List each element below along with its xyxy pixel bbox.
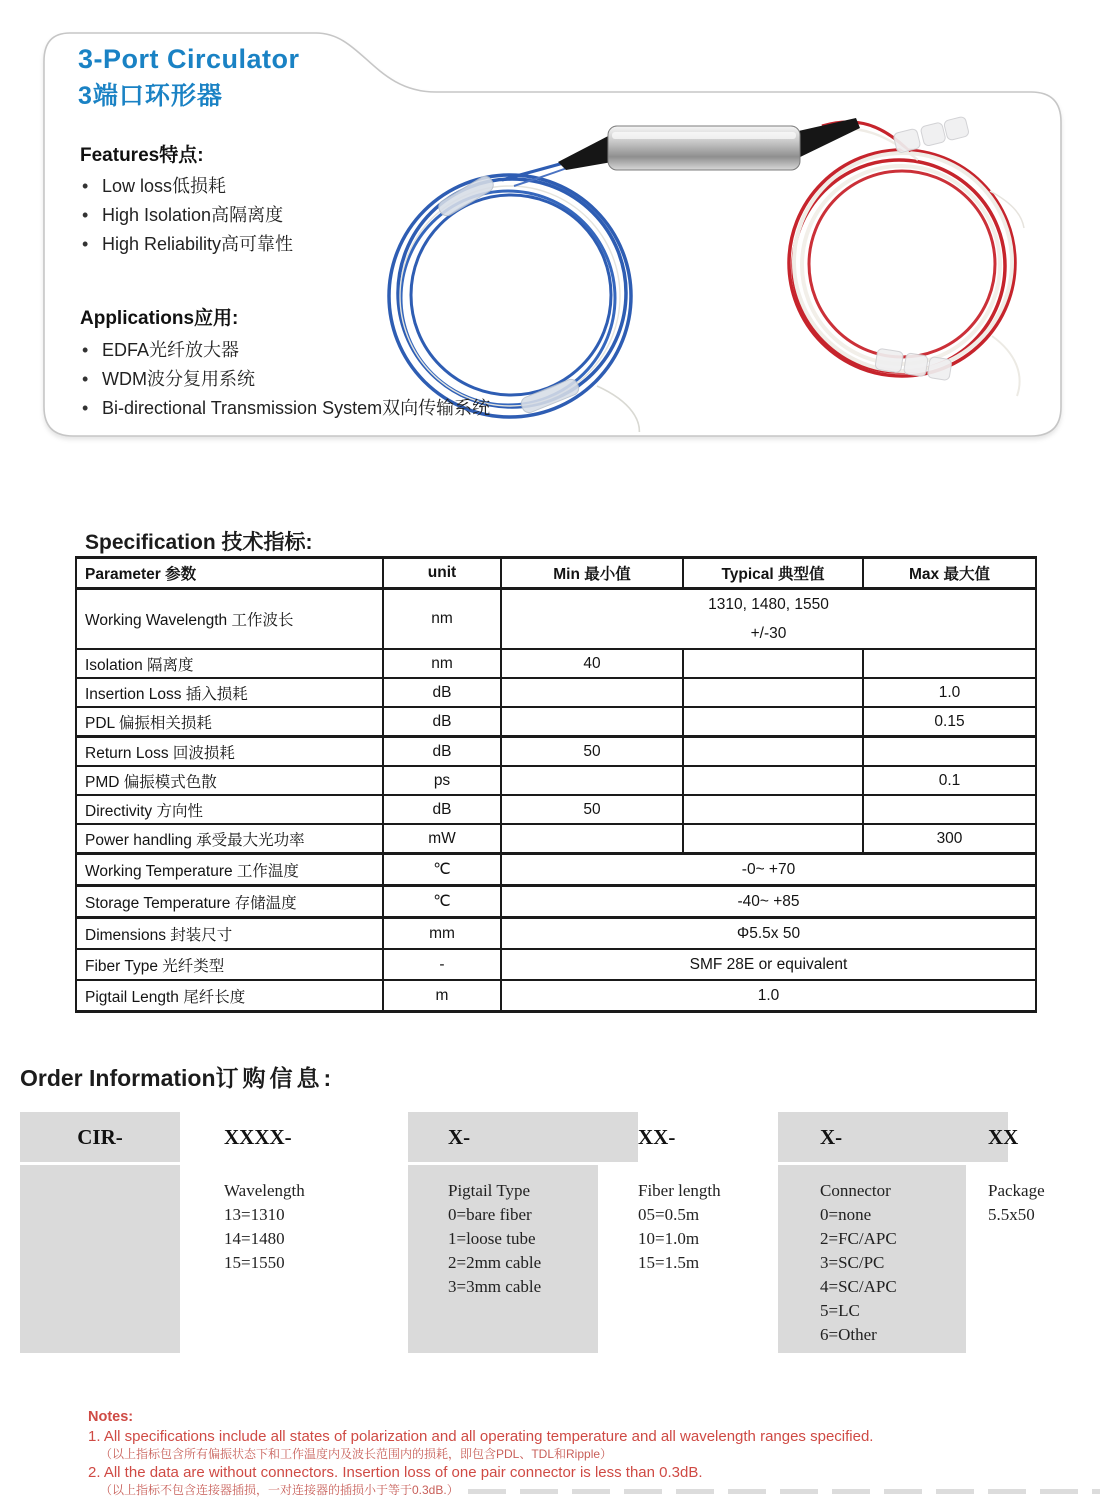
specification-heading — [85, 526, 313, 556]
spec-param: Storage Temperature 存储温度 — [76, 886, 383, 918]
spec-value-typical — [683, 737, 863, 767]
order-option-line: 5=LC — [820, 1301, 860, 1320]
order-option-line: 2=FC/APC — [820, 1229, 897, 1248]
order-option-line: 05=0.5m — [638, 1205, 700, 1224]
spec-value-typical — [683, 824, 863, 854]
order-table — [0, 1112, 1100, 1352]
order-option-line: 2=2mm cable — [448, 1253, 542, 1272]
spec-param: Insertion Loss 插入损耗 — [76, 678, 383, 707]
spec-value-max — [863, 737, 1036, 767]
spec-value-min — [501, 824, 683, 854]
order-option-line: 15=1550 — [224, 1253, 285, 1272]
spec-row — [76, 707, 1036, 737]
order-heading-en: Order Information — [20, 1065, 216, 1091]
order-heading — [20, 1060, 335, 1093]
spec-col-header: Parameter 参数 — [76, 558, 383, 589]
order-option-line: Pigtail Type — [448, 1181, 531, 1200]
spec-row — [76, 824, 1036, 854]
list-item: • WDM波分复用系统 — [80, 365, 490, 394]
spec-value-merged: 1.0 — [501, 980, 1036, 1012]
note-line: 1. All specifications include all states of polarization and all operating temperature and all wavelength ranges specified. — [88, 1428, 874, 1445]
note-line-cn: （以上指标不包含连接器插损，一对连接器的插损小于等于0.3dB.） — [100, 1483, 459, 1497]
spec-param: Isolation 隔离度 — [76, 649, 383, 678]
spec-col-header: unit — [383, 558, 501, 589]
spec-value-max: 1.0 — [863, 678, 1036, 707]
list-item: • High Isolation高隔离度 — [80, 201, 293, 230]
spec-value-typical — [683, 649, 863, 678]
spec-row — [76, 949, 1036, 980]
spec-table — [75, 556, 1037, 1013]
spec-value-merged: 1310, 1480, 1550 +/-30 — [501, 589, 1036, 650]
spec-row — [76, 649, 1036, 678]
spec-unit: ps — [383, 766, 501, 795]
order-option-line: Connector — [820, 1181, 891, 1200]
spec-value-min: 40 — [501, 649, 683, 678]
spec-value-merged: Φ5.5x 50 — [501, 918, 1036, 950]
specification-heading-en: Specification — [85, 531, 216, 554]
order-code-5: X- — [778, 1112, 1008, 1162]
order-options-5 — [778, 1165, 966, 1353]
spec-value-merged: SMF 28E or equivalent — [501, 949, 1036, 980]
order-option-line: Package — [988, 1181, 1045, 1200]
order-option-line: 3=3mm cable — [448, 1277, 542, 1296]
order-option-line: Wavelength — [224, 1181, 305, 1200]
spec-col-header: Min 最小值 — [501, 558, 683, 589]
applications-list — [80, 336, 490, 423]
order-code-3: X- — [408, 1112, 638, 1162]
order-code-6: XX — [988, 1125, 1019, 1149]
page-title-en: 3-Port Circulator — [78, 44, 300, 74]
order-option-line: 4=SC/APC — [820, 1277, 897, 1296]
order-options-4 — [600, 1165, 772, 1353]
spec-param: Directivity 方向性 — [76, 795, 383, 824]
list-item: • Bi-directional Transmission System双向传输系统 — [80, 394, 490, 423]
spec-unit: dB — [383, 737, 501, 767]
spec-unit: ℃ — [383, 854, 501, 886]
list-item: • High Reliability高可靠性 — [80, 230, 293, 259]
spec-param: Return Loss 回波损耗 — [76, 737, 383, 767]
spec-value-max: 0.1 — [863, 766, 1036, 795]
spec-value-typical — [683, 795, 863, 824]
spec-unit: mm — [383, 918, 501, 950]
note-line-cn: （以上指标包含所有偏振状态下和工作温度内及波长范围内的损耗，即包含PDL、TDL和Ripple） — [100, 1447, 613, 1461]
spec-value-merged: -40~ +85 — [501, 886, 1036, 918]
spec-unit: dB — [383, 678, 501, 707]
spec-value-typical — [683, 766, 863, 795]
order-option-line: 3=SC/PC — [820, 1253, 885, 1272]
spec-col-header: Typical 典型值 — [683, 558, 863, 589]
order-options-3 — [408, 1165, 598, 1353]
spec-col-header: Max 最大值 — [863, 558, 1036, 589]
order-code-1: CIR- — [20, 1112, 180, 1162]
order-option-line: 14=1480 — [224, 1229, 285, 1248]
order-option-line: 13=1310 — [224, 1205, 285, 1224]
spec-value-max: 0.15 — [863, 707, 1036, 737]
order-option-line: 0=none — [820, 1205, 872, 1224]
spec-unit: - — [383, 949, 501, 980]
spec-unit: nm — [383, 649, 501, 678]
spec-value-min: 50 — [501, 737, 683, 767]
features-list — [80, 172, 293, 259]
order-option-line: 10=1.0m — [638, 1229, 700, 1248]
spec-value-max — [863, 795, 1036, 824]
spec-value-min — [501, 678, 683, 707]
features-heading: Features特点: — [80, 145, 204, 166]
spec-value-min — [501, 766, 683, 795]
order-option-line: Fiber length — [638, 1181, 721, 1200]
order-option-line: 5.5x50 — [988, 1205, 1035, 1224]
page-title-cn: 3端口环形器 — [78, 82, 223, 110]
spec-value-max: 300 — [863, 824, 1036, 854]
spec-unit: dB — [383, 795, 501, 824]
spec-unit: ℃ — [383, 886, 501, 918]
spec-row — [76, 766, 1036, 795]
notes-block — [88, 1408, 1048, 1499]
left-boot — [558, 134, 612, 170]
order-options-2 — [186, 1165, 402, 1353]
list-item: • Low loss低损耗 — [80, 172, 293, 201]
spec-row — [76, 737, 1036, 767]
spec-param: Working Wavelength 工作波长 — [76, 589, 383, 650]
spec-unit: mW — [383, 824, 501, 854]
order-option-line: 1=loose tube — [448, 1229, 536, 1248]
spec-param: Fiber Type 光纤类型 — [76, 949, 383, 980]
order-code-4: XX- — [638, 1125, 676, 1149]
order-option-line: 6=Other — [820, 1325, 877, 1344]
spec-row — [76, 589, 1036, 650]
spec-param: Power handling 承受最大光功率 — [76, 824, 383, 854]
spec-row — [76, 854, 1036, 886]
spec-table-header — [76, 558, 1036, 589]
spec-unit: dB — [383, 707, 501, 737]
applications-heading: Applications应用: — [80, 308, 239, 329]
spec-table-body — [76, 589, 1036, 1012]
spec-param: Pigtail Length 尾纤长度 — [76, 980, 383, 1012]
spec-param: Working Temperature 工作温度 — [76, 854, 383, 886]
spec-value-max — [863, 649, 1036, 678]
spec-value-typical — [683, 707, 863, 737]
spec-unit: m — [383, 980, 501, 1012]
spec-row — [76, 980, 1036, 1012]
spec-value-min — [501, 707, 683, 737]
spec-param: PMD 偏振模式色散 — [76, 766, 383, 795]
order-code-2: XXXX- — [224, 1125, 292, 1149]
list-item: • EDFA光纤放大器 — [80, 336, 490, 365]
spec-row — [76, 678, 1036, 707]
spec-value-typical — [683, 678, 863, 707]
notes-heading: Notes: — [88, 1409, 134, 1425]
specification-heading-cn: 技术指标: — [221, 531, 313, 554]
order-options-6 — [968, 1165, 1085, 1353]
note-line: 2. All the data are without connectors. Insertion loss of one pair connector is less than 0.3dB. — [88, 1464, 703, 1481]
spec-value-min: 50 — [501, 795, 683, 824]
spec-row — [76, 886, 1036, 918]
order-option-line: 15=1.5m — [638, 1253, 700, 1272]
spec-unit: nm — [383, 589, 501, 650]
spec-row — [76, 918, 1036, 950]
page-bottom-scan-artifact — [468, 1489, 1100, 1494]
spec-param: Dimensions 封装尺寸 — [76, 918, 383, 950]
order-option-line: 0=bare fiber — [448, 1205, 532, 1224]
spec-param: PDL 偏振相关损耗 — [76, 707, 383, 737]
spec-value-merged: -0~ +70 — [501, 854, 1036, 886]
order-options-1 — [20, 1165, 180, 1353]
order-heading-cn: 订购信息: — [215, 1065, 336, 1091]
spec-row — [76, 795, 1036, 824]
